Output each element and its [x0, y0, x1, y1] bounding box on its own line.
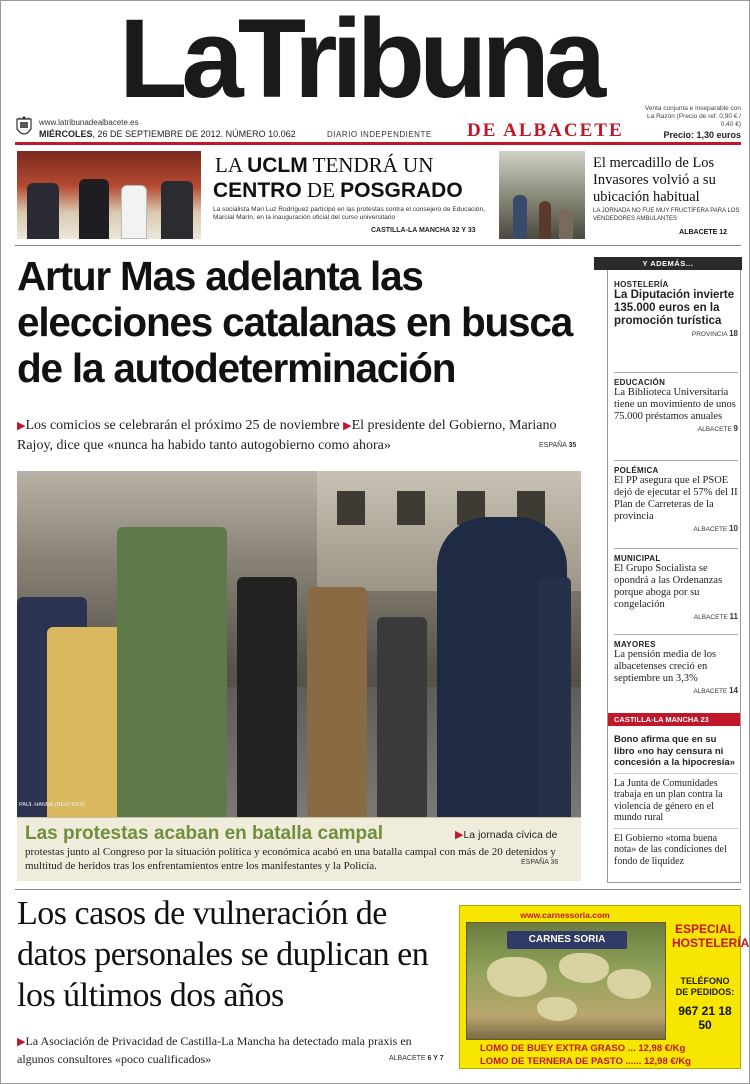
sidebar-divider [614, 372, 738, 373]
ad-phone-label: TELÉFONO DE PEDIDOS: [675, 976, 735, 997]
photo-credit: PAUL HANNA (REUTERS) [19, 802, 85, 808]
clm-item[interactable]: Bono afirma que en su libro «no hay censura ni concesión a la hipocresía» [614, 734, 735, 768]
market-page-ref: ALBACETE 12 [679, 229, 727, 236]
ad-phone: 967 21 18 50 [678, 1004, 732, 1032]
ad-offer-2: LOMO DE TERNERA DE PASTO ...... 12,98 €/Kg [480, 1056, 691, 1067]
masthead-subtitle: DE ALBACETE [467, 120, 624, 141]
caption-box [17, 817, 581, 881]
independent-label: DIARIO INDEPENDIENTE [327, 130, 432, 139]
strip-rule [15, 245, 741, 246]
sidebar-item-municipal[interactable]: MUNICIPAL El Grupo Socialista se opondrá a las Ordenanzas porque aboga por su congelación ALBACETE 11 [614, 554, 738, 621]
sidebar-item-hosteleria[interactable]: HOSTELERÍA La Diputación invierte 135.000 euros en la promoción turística PROVINCIA 18 [614, 280, 738, 338]
price-label: Precio: 1,30 euros [663, 130, 741, 140]
masthead-rule [15, 142, 741, 145]
caption-page-ref: ESPAÑA 36 [521, 859, 559, 866]
masthead-title: LaTribuna [119, 0, 601, 121]
bottom-dek: ▶La Asociación de Privacidad de Castilla-La Mancha ha detectado mala praxis en algunos consultores «poco cualificados» [17, 1034, 412, 1066]
caption-title[interactable]: Las protestas acaban en batalla campal [25, 823, 383, 844]
bottom-page-ref: ALBACETE 6 Y 7 [389, 1055, 444, 1062]
uclm-headline-line1[interactable]: LA UCLM TENDRÁ UN [215, 153, 434, 177]
sidebar-item-polemica[interactable]: POLÉMICA El PP asegura que el PSOE dejó de ejecutar el 57% del II Plan de Carreteras de la provincia ALBACETE 10 [614, 466, 738, 533]
caption-text: protestas junto al Congreso por la situación política y económica acabó en una batalla campal con más de 20 detenidos y multitud de heridos tras los enfrentamientos entre los manifestantes y la Policía. [25, 846, 556, 872]
bullet-triangle-icon: ▶ [17, 420, 26, 432]
uclm-photo [17, 151, 201, 239]
bullet-triangle-icon: ▶ [343, 420, 352, 432]
ad-map-image [466, 922, 666, 1040]
ad-offer-1: LOMO DE BUEY EXTRA GRASO ... 12,98 €/Kg [480, 1043, 686, 1054]
uclm-page-ref: CASTILLA-LA MANCHA 32 Y 33 [371, 227, 476, 234]
sidebar-divider [614, 548, 738, 549]
clm-item[interactable]: La Junta de Comunidades trabaja en un plan contra la violencia de género en el mundo rural [614, 777, 723, 823]
caption-lead: ▶La jornada cívica de [455, 829, 558, 841]
sidebar-divider [614, 634, 738, 635]
protest-photo [17, 471, 581, 817]
bottom-rule [15, 889, 741, 890]
main-dek: ▶Los comicios se celebrarán el próximo 25 de noviembre ▶El presidente del Gobierno, Mariano Rajoy, dice que «nunca ha habido tanto autogobierno como ahora» [17, 418, 557, 453]
ad-brand: CARNES SORIA [507, 931, 627, 949]
market-photo [499, 151, 585, 239]
sidebar-divider [614, 460, 738, 461]
dateline: MIÉRCOLES, 26 DE SEPTIEMBRE DE 2012. NÚMERO 10.062 [39, 129, 296, 139]
uclm-headline-line2[interactable]: CENTRO DE POSGRADO [213, 178, 463, 202]
ad-title: ESPECIAL HOSTELERÍA [672, 922, 750, 950]
sale-info: Venta conjunta e inseparable con La Razón (Precio de ref. 0,90 € / 0,40 €) [644, 105, 741, 128]
clm-item[interactable]: El Gobierno «toma buena nota» de las condiciones del fondo de liquidez [614, 832, 727, 867]
market-dek: LA JORNADA NO FUE MUY FRUCTÍFERA PARA LOS VENDEDORES AMBULANTES [593, 208, 740, 222]
bullet-triangle-icon: ▶ [455, 829, 464, 841]
market-headline[interactable]: El mercadillo de Los Invasores volvió a su ubicación habitual [593, 155, 716, 205]
uclm-dek: La socialista Mari Luz Rodríguez participó en las protestas contra el consejero de Educación, Marcial Marín, en la inauguración oficial del curso universitario [213, 206, 485, 221]
sidebar-y-ademas [607, 257, 741, 883]
sidebar-header: Y ADEMÁS... [594, 257, 742, 270]
bottom-headline[interactable]: Los casos de vulneración de datos personales se duplican en los últimos dos años [17, 895, 429, 1014]
sidebar-clm-header: CASTILLA-LA MANCHA 23 [608, 713, 740, 726]
sidebar-item-educacion[interactable]: EDUCACIÓN La Biblioteca Universitaria tiene un movimiento de unos 75.000 préstamos anuales ALBACETE 9 [614, 378, 738, 433]
city-seal-icon [15, 115, 33, 139]
bullet-triangle-icon: ▶ [17, 1036, 26, 1048]
carnes-soria-ad[interactable] [459, 905, 750, 1069]
main-headline[interactable]: Artur Mas adelanta las elecciones catalanas en busca de la autodeterminación [17, 253, 573, 391]
sidebar-clm-list [614, 734, 738, 867]
main-page-ref: ESPAÑA 35 [539, 442, 577, 449]
ad-url[interactable]: www.carnessoria.com [520, 910, 610, 920]
website-link[interactable]: www.latribunadealbacete.es [39, 118, 139, 127]
sidebar-item-mayores[interactable]: MAYORES La pensión media de los albacetenses creció en septiembre un 3,3% ALBACETE 14 [614, 640, 738, 695]
